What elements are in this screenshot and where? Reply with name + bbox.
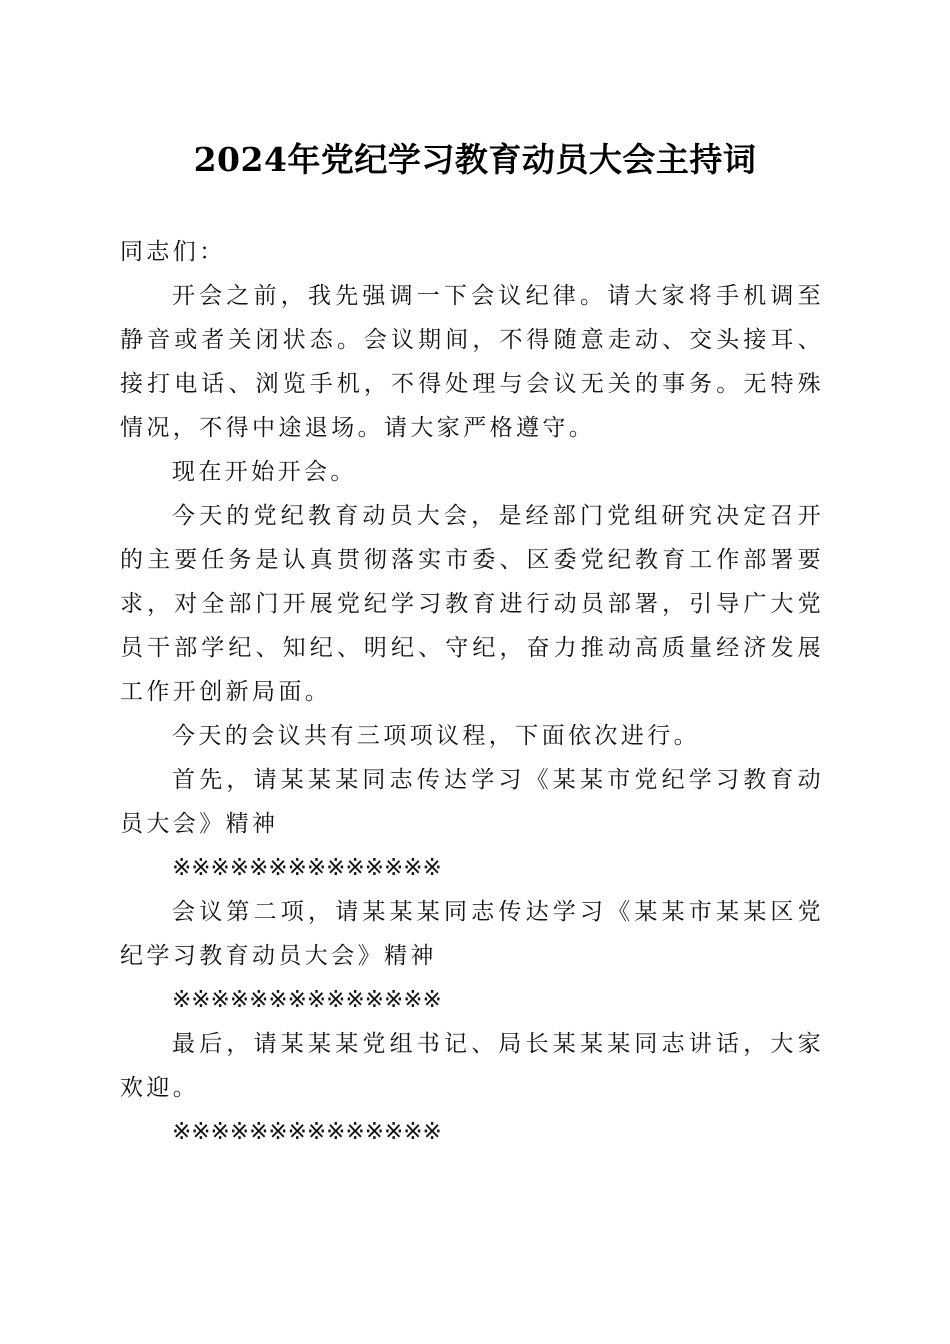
separator-stars: ※※※※※※※※※※※※※※ (172, 1119, 442, 1145)
paragraph-meeting-discipline: 开会之前，我先强调一下会议纪律。请大家将手机调至静音或者关闭状态。会议期间，不得随意走动、交头接耳、接打电话、浏览手机，不得处理与会议无关的事务。无特殊情况，不得中途退场。请大家严格遵守。 (120, 283, 824, 441)
document-title: 2024年党纪学习教育动员大会主持词 (193, 140, 757, 179)
paragraph-meeting-purpose: 今天的党纪教育动员大会，是经部门党组研究决定召开的主要任务是认真贯彻落实市委、区委党纪教育工作部署要求，对全部门开展党纪学习教育进行动员部署，引导广大党员干部学纪、知纪、明纪、守纪，奋力推动高质量经济发展工作开创新局面。 (120, 503, 824, 705)
separator-stars: ※※※※※※※※※※※※※※ (172, 987, 442, 1013)
paragraph-meeting-start: 现在开始开会。 (172, 459, 357, 485)
separator-stars: ※※※※※※※※※※※※※※ (172, 855, 442, 881)
greeting: 同志们： (120, 239, 226, 265)
paragraph-agenda-item-2: 会议第二项，请某某某同志传达学习《某某市某某区党纪学习教育动员大会》精神 (120, 899, 824, 969)
paragraph-agenda-item-3: 最后，请某某某党组书记、局长某某某同志讲话，大家欢迎。 (120, 1031, 824, 1101)
paragraph-agenda-intro: 今天的会议共有三项项议程，下面依次进行。 (172, 723, 700, 749)
document-body (120, 230, 824, 1154)
paragraph-agenda-item-1: 首先，请某某某同志传达学习《某某市党纪学习教育动员大会》精神 (120, 767, 824, 837)
